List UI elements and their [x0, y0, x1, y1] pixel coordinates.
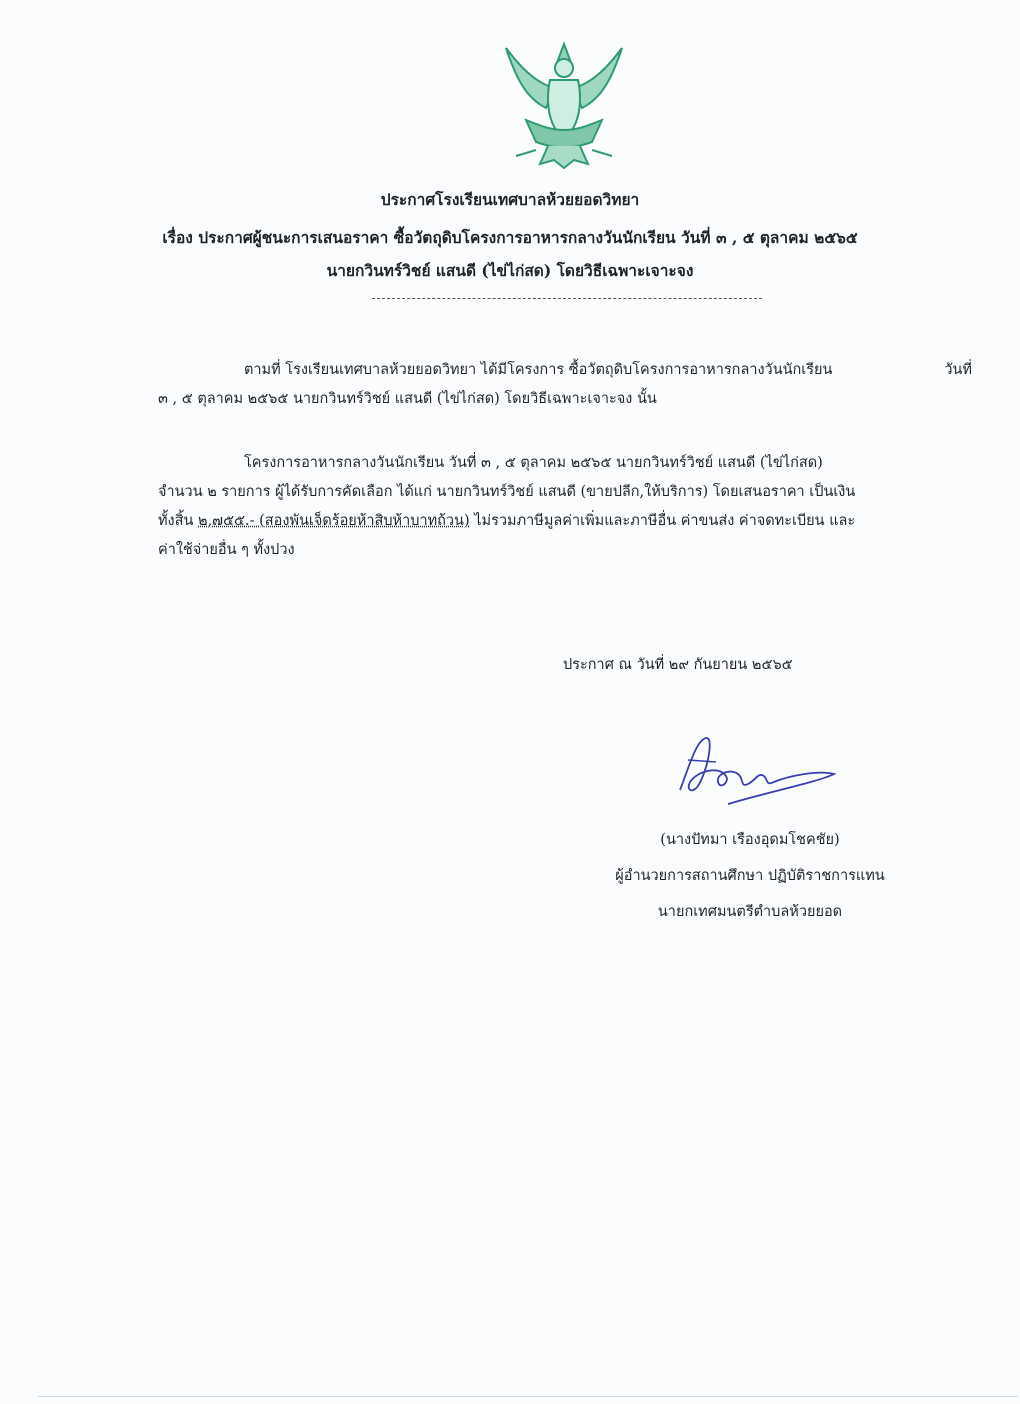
header-divider: [372, 298, 762, 299]
signer-position-1: ผู้อำนวยการสถานศึกษา ปฏิบัติราชการแทน: [615, 868, 885, 884]
total-prefix: ทั้งสิ้น: [158, 513, 194, 529]
footer-line: [38, 1396, 1018, 1397]
paragraph-1-line-1-left: ตามที่ โรงเรียนเทศบาลห้วยยอดวิทยา ได้มีโครงการ ซื้อวัตถุดิบโครงการอาหารกลางวันนักเรียน: [244, 362, 833, 378]
announcement-subject-continued: นายกวินทร์วิชย์ แสนดี (ไข่ไก่สด) โดยวิธีเฉพาะเจาะจง: [326, 261, 694, 280]
announcement-subject: เรื่อง ประกาศผู้ชนะการเสนอราคา ซื้อวัตถุดิบโครงการอาหารกลางวันนักเรียน วันที่ ๓ , ๕ ตุลาคม ๒๕๖๕: [162, 228, 858, 247]
total-suffix: ไม่รวมภาษีมูลค่าเพิ่มและภาษีอื่น ค่าขนส่ง ค่าจดทะเบียน และ: [474, 513, 856, 529]
announcement-title: ประกาศโรงเรียนเทศบาลห้วยยอดวิทยา: [380, 190, 640, 209]
paragraph-1-line-2: ๓ , ๕ ตุลาคม ๒๕๖๕ นายกวินทร์วิชย์ แสนดี (ไข่ไก่สด) โดยวิธีเฉพาะเจาะจง นั้น: [158, 391, 657, 407]
total-amount: ๒,๗๕๕.- (สองพันเจ็ดร้อยห้าสิบห้าบาทถ้วน): [198, 513, 470, 529]
signer-name: (นางปัทมา เรืองอุดมโชคชัย): [660, 832, 840, 848]
paragraph-1-line-1-right: วันที่: [944, 362, 972, 378]
paragraph-1-line-1: [158, 356, 972, 385]
signer-block: [500, 822, 1000, 930]
garuda-emblem-icon: [496, 38, 632, 174]
signer-position-2: นายกเทศมนตรีตำบลห้วยยอด: [657, 904, 843, 920]
signature-icon: [668, 730, 843, 810]
paragraph-2-line-1: โครงการอาหารกลางวันนักเรียน วันที่ ๓ , ๕ ตุลาคม ๒๕๖๕ นายกวินทร์วิชย์ แสนดี (ไข่ไก่สด): [244, 455, 823, 471]
announce-date: ประกาศ ณ วันที่ ๒๙ กันยายน ๒๕๖๕: [563, 657, 793, 673]
paragraph-1: [158, 356, 972, 414]
paragraph-2: [158, 449, 972, 565]
paragraph-2-line-2: จำนวน ๒ รายการ ผู้ได้รับการคัดเลือก ได้แก่ นายกวินทร์วิชย์ แสนดี (ขายปลีก,ให้บริการ) โดยเสนอราคา เป็นเงิน: [158, 484, 856, 500]
paragraph-2-line-3: [158, 507, 972, 536]
paragraph-2-line-4: ค่าใช้จ่ายอื่น ๆ ทั้งปวง: [158, 542, 295, 558]
